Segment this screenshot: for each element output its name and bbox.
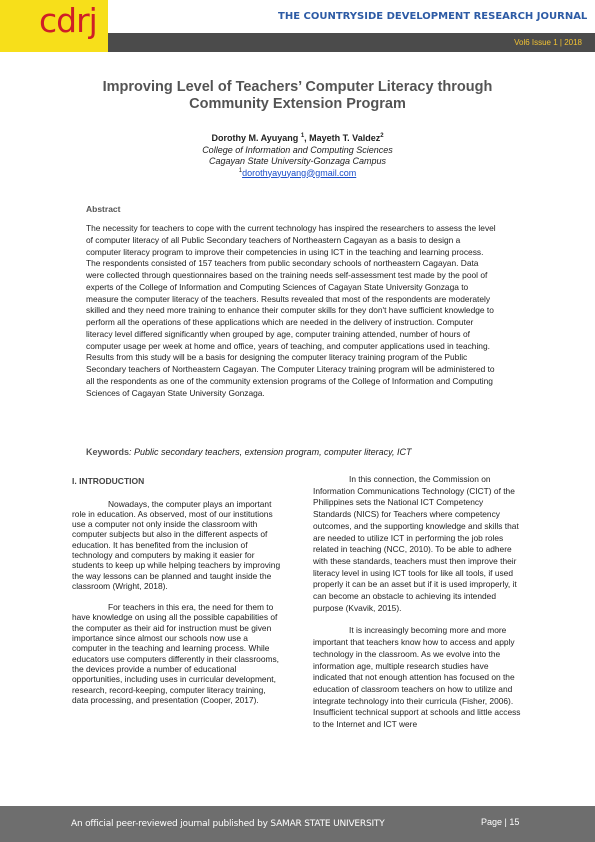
footer-bar — [0, 806, 595, 842]
right-paragraph-1: In this connection, the Commission on Information Communications Technology (CICT) of the Philippines sets the National ICT Competency Standards (NICS) for Teachers where competency outcomes, and the supporting knowledge and skills that are needed to utilize ICT in performing the job roles related in teaching (NCC, 2010). To be able to adhere with these standards, teachers must then improve their literacy level in using ICT tools for like all tools, if used properly it can be an asset but if it is used improperly, it can become an obstacle to achieving its intended purpose (Kvavik, 2015). — [313, 474, 519, 613]
footer-publisher-text: An official peer-reviewed journal published by SAMAR STATE UNIVERSITY — [71, 819, 385, 829]
author-email-line — [60, 168, 535, 180]
author-2-sup: 2 — [380, 133, 384, 139]
author-1: Dorothy M. Ayuyang — [211, 133, 299, 143]
keywords — [86, 447, 506, 457]
author-names — [60, 133, 535, 145]
left-column — [72, 476, 284, 716]
abstract-heading: Abstract — [86, 204, 121, 214]
header-bar — [108, 33, 595, 52]
keywords-text: : Public secondary teachers, extension program, computer literacy, ICT — [129, 447, 412, 457]
affiliation-university: Cagayan State University-Gonzaga Campus — [208, 156, 387, 166]
issue-info: Vol6 Issue 1 | 2018 — [514, 38, 582, 47]
logo-text: cdrj — [39, 1, 97, 40]
title-line-1: Improving Level of Teachers’ Computer Literacy through — [102, 79, 493, 95]
left-paragraph-1: Nowadays, the computer plays an important role in education. As observed, most of our institutions use a computer not only inside the classroom with computer subjects but also in the different aspects of education. It has benefited from the inclusion of technology and computers by making it easier for students to keep up while helping teachers by improving the way lessons can be planned and taught inside the classroom (Wright, 2018). — [72, 498, 281, 591]
paper-title — [60, 79, 535, 113]
author-block — [60, 133, 535, 179]
title-line-2: Community Extension Program — [189, 96, 406, 112]
left-paragraph-2: For teachers in this era, the need for them to have knowledge on using all the possible capabilities of the computer as their aid for instruction must be given importance since almost our schools now use a computer in the teaching and learning process. While educators use computers differently in their classrooms, the devices provide a number of educational opportunities, including uses in curricular development, research, record-keeping, computer literacy training, data processing, and presentation (Cooper, 2017). — [72, 602, 279, 705]
right-paragraph-2: It is increasingly becoming more and more important that teachers know how to access and apply technology in the classroom. As we evolve into the information age, multiple research studies have indicated that not enough attention has focused on the education of classroom teachers on how to utilize and integrate technology into their curricula (Fisher, 2006). Insufficient technical support at schools and little access to the Internet and ICT were — [313, 625, 521, 730]
author-2: Mayeth T. Valdez — [309, 133, 381, 143]
keywords-label: Keywords — [86, 447, 130, 457]
section-heading-introduction: I. INTRODUCTION — [72, 476, 145, 486]
email-sup: 1 — [238, 167, 243, 174]
abstract-text: The necessity for teachers to cope with the current technology has inspired the researchers to assess the level of computer literacy of all Public Secondary teachers of Northeastern Cagayan as a basis to design a computer literacy program to improve their competencies in using ICT in the teaching and learning process. The respondents consisted of 157 teachers from public secondary schools of northeastern Cagayan. Data were collected through questionnaires based on the training needs self-assessment test made by the pool of experts of the College of Information and Computing Sciences of Cagayan State University Gonzaga to measure the computer literacy of the teachers. Results revealed that most of the respondents are moderately skilled and they need more training to enhance their computer skills for they don't have sufficient knowledge to perform all the operations of these applications which are needed in the delivery of instruction. Computer literacy level differed significantly when grouped by age, computer training attended, number of hours of computer usage per week at home and office, years of teaching, and computer applications used in teaching. Results from this study will be a basis for designing the computer literacy training program of the Public Secondary teachers of Northeastern Cagayan. The Computer Literacy training program will be administered to all the respondents as one of the community extension programs of the College of Information and Computing Sciences of Cagayan State University Gonzaga. — [86, 223, 496, 398]
author-1-sup: 1 — [300, 133, 305, 139]
author-email-link[interactable]: dorothyayuyang@gmail.com — [242, 167, 357, 178]
page-number: Page | 15 — [481, 817, 520, 827]
journal-title: THE COUNTRYSIDE DEVELOPMENT RESEARCH JOURNAL — [278, 11, 588, 22]
journal-logo — [0, 0, 108, 52]
author-separator: , — [304, 133, 310, 143]
affiliation-college: College of Information and Computing Sciences — [202, 144, 393, 155]
right-column — [313, 474, 523, 742]
